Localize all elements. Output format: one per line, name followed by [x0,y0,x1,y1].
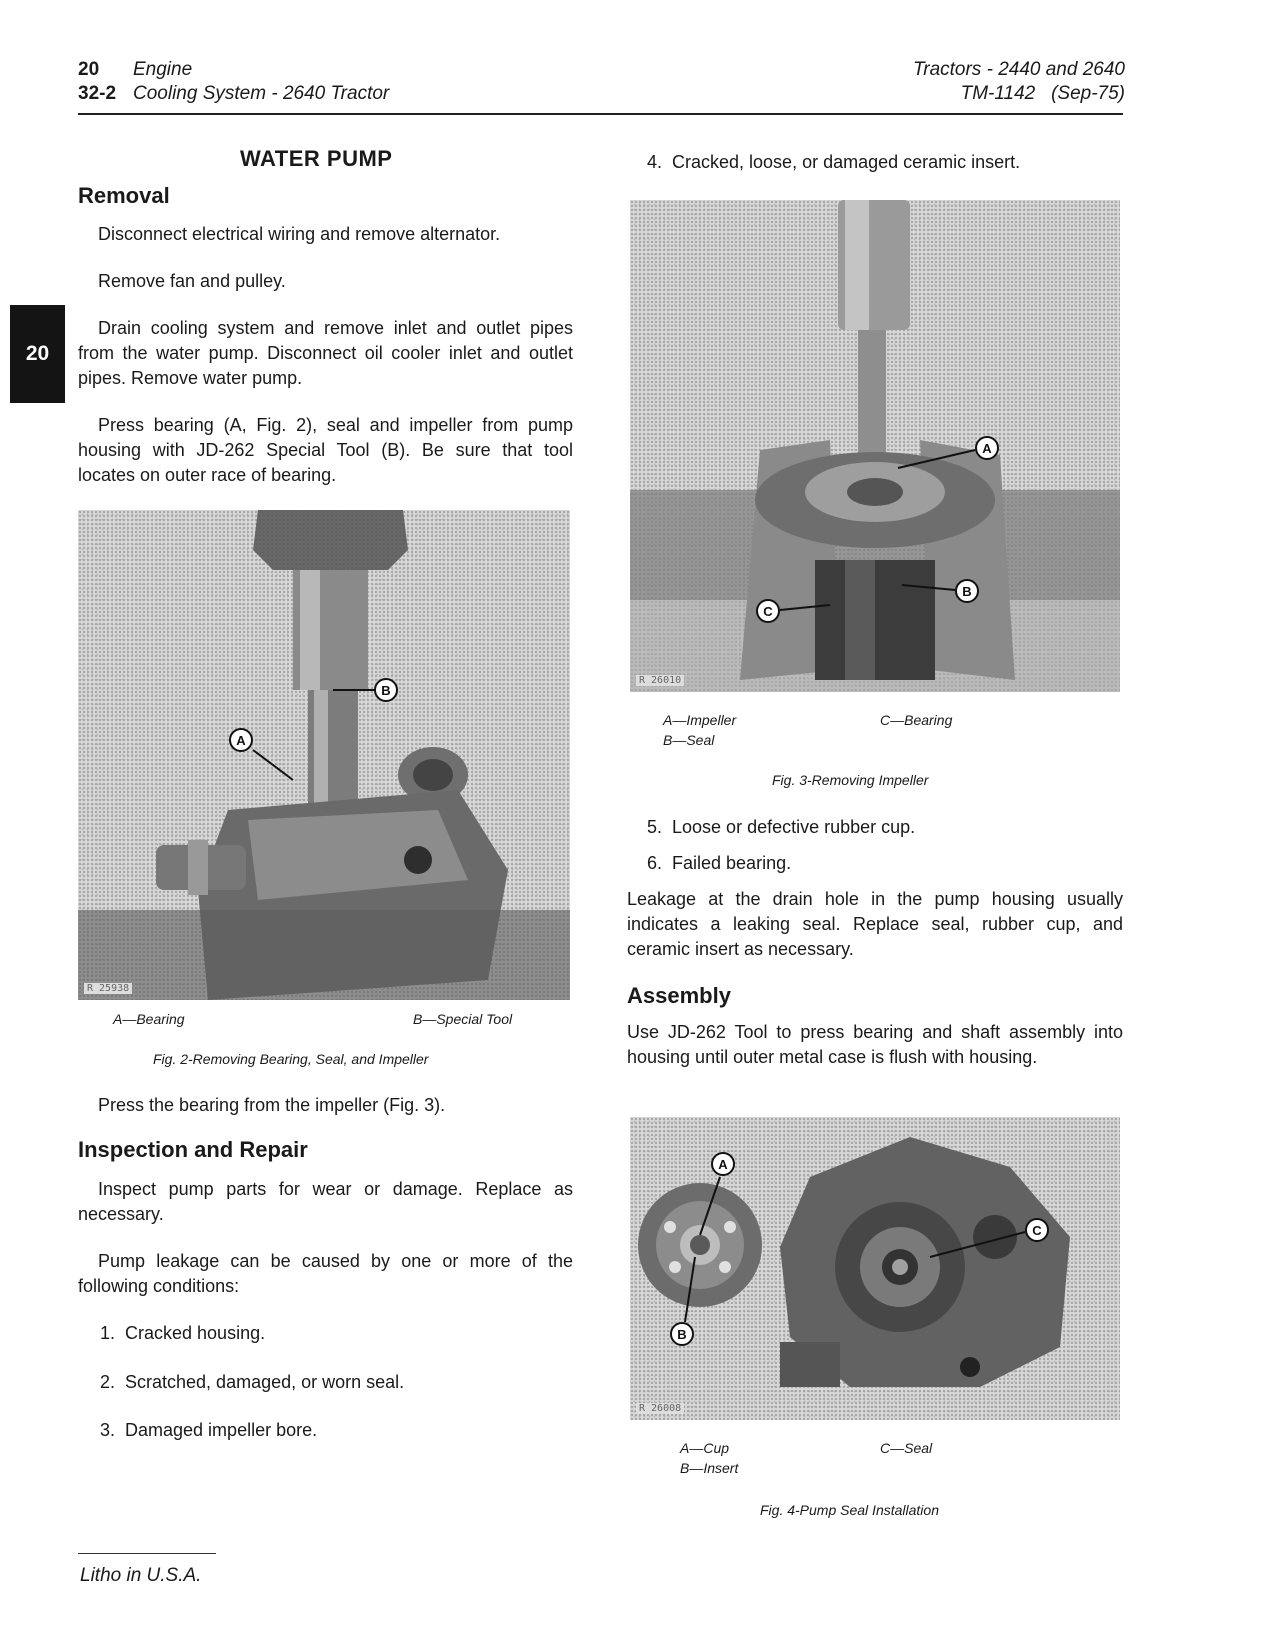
removal-paragraph-3: Drain cooling system and remove inlet and outlet pipes from the water pump. Disconnect oil cooler inlet and outlet pipes. Remove water pump. [78,318,573,388]
figure-3-id: R 26010 [636,675,684,686]
condition-item-1: 1. Cracked housing. [100,1323,266,1343]
inspection-paragraph-2: Pump leakage can be caused by one or more of the following conditions: [78,1251,573,1296]
header-right [913,58,1125,106]
figure-4-legend-b: B—Insert [680,1460,739,1476]
header-section-title: Engine [133,59,193,80]
condition-item-5: 5. Loose or defective rubber cup. [647,817,916,837]
figure-4-legend-a: A—Cup [680,1440,730,1456]
page-title: WATER PUMP [240,146,393,171]
removal-paragraph-4: Press bearing (A, Fig. 2), seal and impeller from pump housing with JD-262 Special Tool (B). Be sure that tool locates on outer race of bearing. [78,415,573,485]
inspection-heading: Inspection and Repair [78,1137,308,1162]
figure-2-photo [78,510,570,1000]
figure-2-legend-a: A—Bearing [113,1011,185,1027]
fig3-callout-c: C [763,604,773,619]
figure-2-caption: Fig. 2-Removing Bearing, Seal, and Impeller [153,1051,429,1067]
figure-3-legend-a: A—Impeller [663,712,737,728]
removal-heading: Removal [78,183,170,208]
removal-paragraph-1: Disconnect electrical wiring and remove alternator. [98,224,501,244]
condition-item-4: 4. Cracked, loose, or damaged ceramic insert. [647,152,1021,172]
condition-item-2: 2. Scratched, damaged, or worn seal. [100,1372,405,1392]
figure-4-id: R 26008 [636,1403,684,1414]
fig2-callout-b: B [381,683,391,698]
footer-rule [78,1553,216,1554]
fig4-callout-a: A [718,1157,728,1172]
bearing-paragraph: Press the bearing from the impeller (Fig. 3). [98,1095,446,1115]
figure-4-legend-c: C—Seal [880,1440,933,1456]
section-side-tab: 20 [10,305,65,403]
header-group-number: 32-2 [78,83,117,104]
leakage-paragraph: Leakage at the drain hole in the pump housing usually indicates a leaking seal. Replace seal, rubber cup, and ceramic insert as necessary. [627,889,1123,959]
fig4-callout-c: C [1032,1223,1042,1238]
figure-4-caption: Fig. 4-Pump Seal Installation [760,1502,939,1518]
figure-3-legend-c: C—Bearing [880,712,953,728]
figure-2-id: R 25938 [84,983,132,994]
condition-item-3: 3. Damaged impeller bore. [100,1420,318,1440]
removal-paragraph-2: Remove fan and pulley. [98,271,286,291]
figure-3-caption: Fig. 3-Removing Impeller [772,772,929,788]
header-rule [78,113,1123,115]
figure-3-photo [630,200,1120,692]
assembly-paragraph: Use JD-262 Tool to press bearing and shaft assembly into housing until outer metal case is flush with housing. [627,1022,1123,1067]
assembly-heading: Assembly [627,983,731,1008]
header-section-number: 20 [78,59,100,80]
footer-litho: Litho in U.S.A. [80,1565,202,1586]
fig3-callout-a: A [982,441,992,456]
figure-3-legend-b: B—Seal [663,732,715,748]
header-left [78,58,389,106]
fig3-callout-b: B [962,584,972,599]
figure-2-legend-b: B—Special Tool [413,1011,513,1027]
inspection-paragraph-1: Inspect pump parts for wear or damage. Replace as necessary. [78,1179,573,1224]
figure-4-photo [630,1117,1120,1420]
header-group-title: Cooling System - 2640 Tractor [133,83,390,104]
header-manual-title: Tractors - 2440 and 2640 [913,59,1125,80]
header-manual-number: TM-1142 (Sep-75) [960,83,1125,104]
fig2-callout-a: A [236,733,246,748]
fig4-callout-b: B [677,1327,687,1342]
condition-item-6: 6. Failed bearing. [647,853,792,873]
